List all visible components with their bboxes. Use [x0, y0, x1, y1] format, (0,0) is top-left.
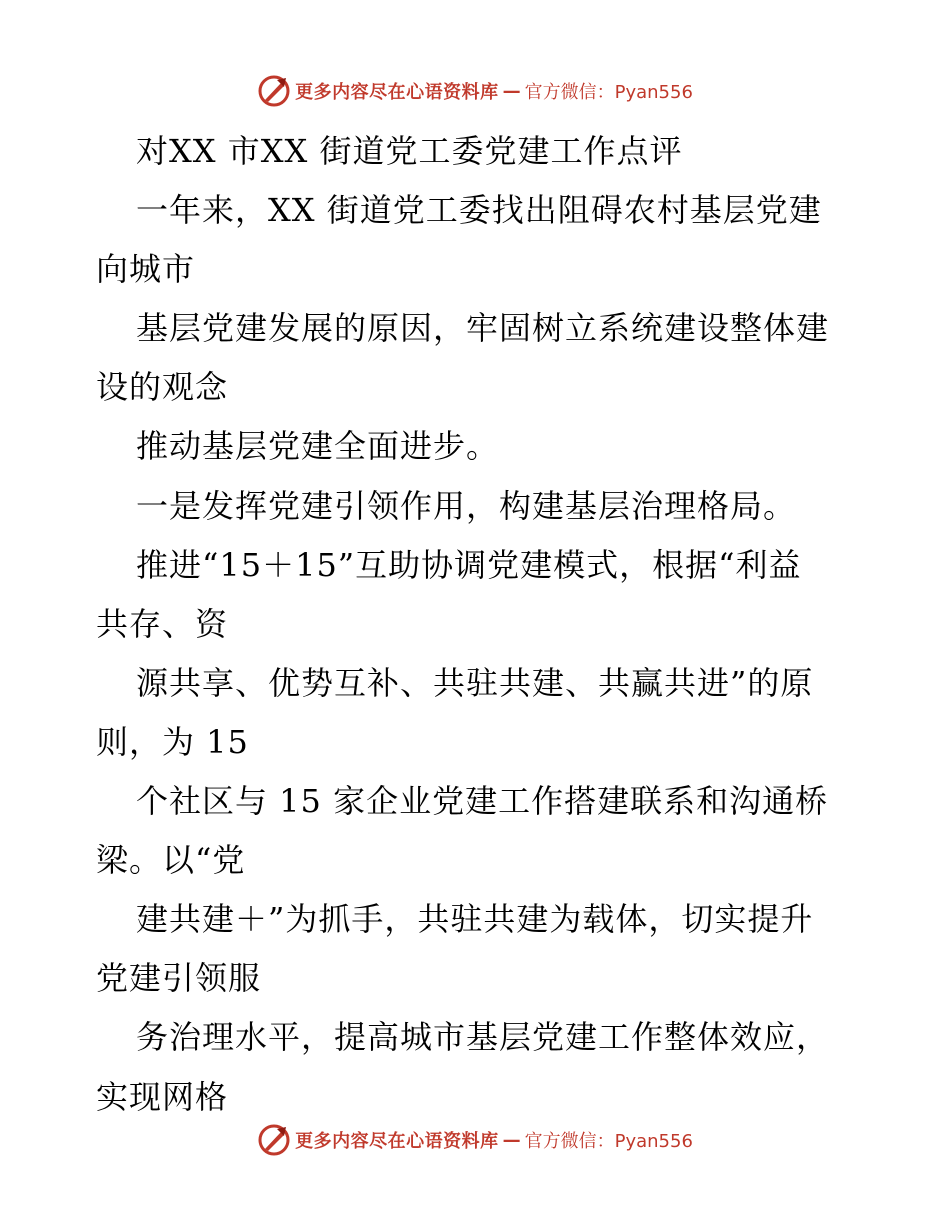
watermark-separator: —	[502, 1129, 521, 1151]
paragraph-line: 梁。以“党	[96, 841, 246, 880]
quill-logo-icon	[257, 74, 291, 108]
paragraph-line: 源共享、优势互补、共驻共建、共赢共进”的原	[136, 663, 814, 702]
paragraph-line: 基层党建发展的原因，牢固树立系统建设整体建	[136, 309, 830, 348]
watermark-main-text: 更多内容尽在心语资料库	[295, 82, 499, 103]
document-title: 对XX 市XX 街道党工委党建工作点评	[136, 132, 683, 170]
paragraph-line: 推动基层党建全面进步。	[136, 427, 500, 466]
watermark-main-text: 更多内容尽在心语资料库	[295, 1131, 499, 1152]
paragraph-line: 设的观念	[96, 368, 229, 407]
paragraph-line: 推进“15＋15”互助协调党建模式，根据“利益	[136, 545, 802, 584]
paragraph-line: 共存、资	[96, 604, 229, 643]
footer-watermark	[0, 1120, 950, 1160]
paragraph-line: 党建引领服	[96, 959, 262, 998]
watermark-separator: —	[502, 80, 521, 102]
paragraph-line: 个社区与 15 家企业党建工作搭建联系和沟通桥	[136, 782, 829, 821]
watermark-content	[257, 1123, 693, 1157]
paragraph-line: 一年来，XX 街道党工委找出阻碍农村基层党建	[136, 191, 822, 230]
paragraph-line: 则，为 15	[96, 722, 249, 761]
paragraph-line: 一是发挥党建引领作用，构建基层治理格局。	[136, 486, 797, 525]
quill-logo-icon	[257, 1123, 291, 1157]
watermark-wechat-text: 官方微信：Pyan556	[524, 82, 693, 103]
paragraph-line: 建共建＋”为抓手，共驻共建为载体，切实提升	[136, 900, 814, 939]
paragraph-line: 务治理水平，提高城市基层党建工作整体效应，	[136, 1018, 830, 1057]
document-body	[96, 122, 856, 1127]
watermark-content	[257, 74, 693, 108]
paragraph-line: 向城市	[96, 250, 196, 289]
watermark-wechat-text: 官方微信：Pyan556	[524, 1131, 693, 1152]
header-watermark	[0, 71, 950, 111]
paragraph-line: 实现网格	[96, 1077, 229, 1116]
